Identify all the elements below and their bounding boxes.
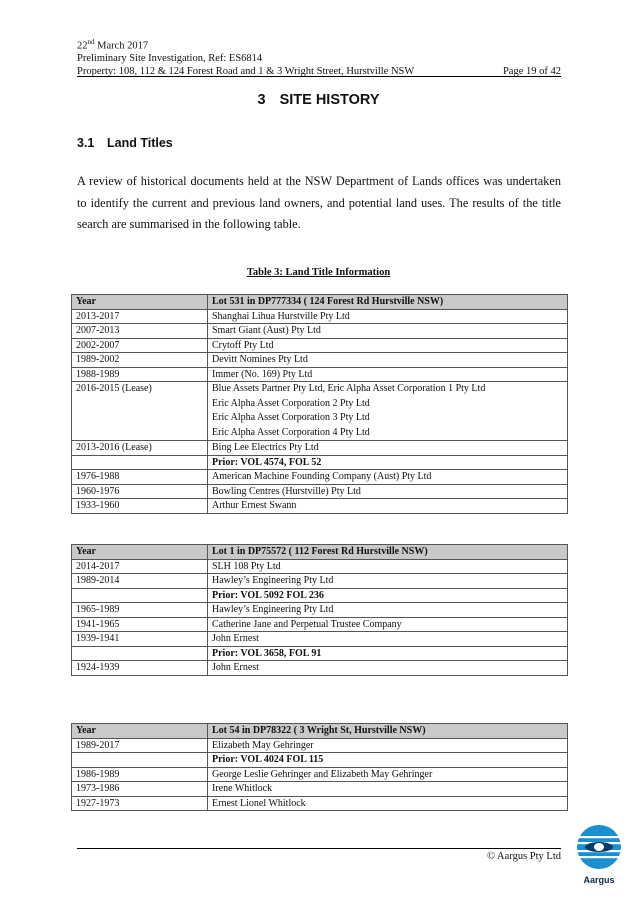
owner-cell: Ernest Lionel Whitlock <box>208 796 568 811</box>
year-cell: 1965-1989 <box>72 603 208 618</box>
table-row <box>72 632 568 647</box>
owner-cell: Devitt Nomines Pty Ltd <box>208 353 568 368</box>
year-cell: 2013-2017 <box>72 309 208 324</box>
year-cell: 2014-2017 <box>72 559 208 574</box>
year-cell: 1989-2002 <box>72 353 208 368</box>
owner-cell: Smart Giant (Aust) Pty Ltd <box>208 324 568 339</box>
table-row <box>72 338 568 353</box>
page-number: Page 19 of 42 <box>502 65 561 77</box>
year-cell: 1924-1939 <box>72 661 208 676</box>
year-cell: 1989-2014 <box>72 574 208 589</box>
header-property: Property: 108, 112 & 124 Forest Road and 1 & 3 Wright Street, Hurstville NSW <box>77 65 415 77</box>
table-row <box>72 617 568 632</box>
table-header-row <box>72 295 568 310</box>
year-column-header: Year <box>72 724 208 739</box>
owner-cell: Irene Whitlock <box>208 782 568 797</box>
owner-line: Blue Assets Partner Pty Ltd, Eric Alpha Asset Corporation 1 Pty Ltd <box>212 383 486 394</box>
owner-cell: American Machine Founding Company (Aust) Pty Ltd <box>208 470 568 485</box>
year-cell: 1927-1973 <box>72 796 208 811</box>
owner-line: Eric Alpha Asset Corporation 3 Pty Ltd <box>212 412 370 423</box>
table-header-row <box>72 724 568 739</box>
subsection-heading: 3.1 Land Titles <box>77 136 173 150</box>
year-cell <box>72 588 208 603</box>
owner-cell: Shanghai Lihua Hurstville Pty Ltd <box>208 309 568 324</box>
owner-cell: Bing Lee Electrics Pty Ltd <box>208 441 568 456</box>
owner-cell: Catherine Jane and Perpetual Trustee Company <box>208 617 568 632</box>
owner-cell: Elizabeth May Gehringer <box>208 738 568 753</box>
lot-column-header: Lot 531 in DP777334 ( 124 Forest Rd Hurstville NSW) <box>208 295 568 310</box>
prior-title-reference: Prior: VOL 3658, FOL 91 <box>208 646 568 661</box>
owner-cell <box>208 382 568 441</box>
table-row <box>72 661 568 676</box>
year-cell: 1939-1941 <box>72 632 208 647</box>
owner-cell: Bowling Centres (Hurstville) Pty Ltd <box>208 484 568 499</box>
year-cell: 1960-1976 <box>72 484 208 499</box>
land-title-table-lot-1 <box>71 544 568 676</box>
table-row <box>72 441 568 456</box>
table-row <box>72 367 568 382</box>
table-caption: Table 3: Land Title Information <box>246 267 391 278</box>
year-column-header: Year <box>72 545 208 560</box>
table-row <box>72 738 568 753</box>
table-row <box>72 499 568 514</box>
year-cell: 1941-1965 <box>72 617 208 632</box>
prior-title-reference: Prior: VOL 4574, FOL 52 <box>208 455 568 470</box>
year-cell <box>72 646 208 661</box>
year-cell: 1989-2017 <box>72 738 208 753</box>
prior-title-reference: Prior: VOL 5092 FOL 236 <box>208 588 568 603</box>
owner-cell: Hawley’s Engineering Pty Ltd <box>208 603 568 618</box>
table-row <box>72 324 568 339</box>
year-cell <box>72 455 208 470</box>
year-cell: 2013-2016 (Lease) <box>72 441 208 456</box>
land-title-table-lot-54 <box>71 723 568 811</box>
owner-cell: George Leslie Gehringer and Elizabeth May Gehringer <box>208 767 568 782</box>
table-row <box>72 455 568 470</box>
table-row <box>72 382 568 441</box>
lot-column-header: Lot 1 in DP75572 ( 112 Forest Rd Hurstville NSW) <box>208 545 568 560</box>
year-column-header: Year <box>72 295 208 310</box>
intro-paragraph: A review of historical documents held at the NSW Department of Lands offices was undertaken to identify the current and previous land owners, and potential land uses. The results of the title search are summarised in the following table. <box>77 174 561 231</box>
table-row <box>72 470 568 485</box>
header-date: 22nd March 2017 <box>77 38 149 52</box>
table-row <box>72 588 568 603</box>
owner-cell: John Ernest <box>208 632 568 647</box>
year-cell: 2002-2007 <box>72 338 208 353</box>
table-row <box>72 559 568 574</box>
year-cell: 2007-2013 <box>72 324 208 339</box>
table-row <box>72 796 568 811</box>
year-cell: 2016-2015 (Lease) <box>72 382 208 441</box>
land-title-table-lot-531 <box>71 294 568 514</box>
year-cell: 1933-1960 <box>72 499 208 514</box>
owner-cell: Crytoff Pty Ltd <box>208 338 568 353</box>
table-header-row <box>72 545 568 560</box>
prior-title-reference: Prior: VOL 4024 FOL 115 <box>208 753 568 768</box>
owner-cell: SLH 108 Pty Ltd <box>208 559 568 574</box>
table-row <box>72 484 568 499</box>
owner-cell: Hawley’s Engineering Pty Ltd <box>208 574 568 589</box>
table-row <box>72 603 568 618</box>
footer-divider <box>77 848 561 849</box>
table-row <box>72 753 568 768</box>
year-cell <box>72 753 208 768</box>
section-heading: 3 SITE HISTORY <box>257 92 380 108</box>
lot-column-header: Lot 54 in DP78322 ( 3 Wright St, Hurstville NSW) <box>208 724 568 739</box>
year-cell: 1973-1986 <box>72 782 208 797</box>
table-row <box>72 767 568 782</box>
owner-cell: John Ernest <box>208 661 568 676</box>
table-row <box>72 574 568 589</box>
table-row <box>72 782 568 797</box>
year-cell: 1976-1988 <box>72 470 208 485</box>
table-row <box>72 353 568 368</box>
owner-line: Eric Alpha Asset Corporation 4 Pty Ltd <box>212 426 370 438</box>
year-cell: 1986-1989 <box>72 767 208 782</box>
aargus-logo-text: Aargus <box>583 875 615 885</box>
page-header <box>77 36 561 78</box>
footer-copyright: © Aargus Pty Ltd <box>487 851 561 862</box>
header-reference: Preliminary Site Investigation, Ref: ES6814 <box>77 53 263 64</box>
owner-cell: Immer (No. 169) Pty Ltd <box>208 367 568 382</box>
table-row <box>72 309 568 324</box>
year-cell: 1988-1989 <box>72 367 208 382</box>
table-row <box>72 646 568 661</box>
header-divider <box>77 76 561 77</box>
owner-line: Eric Alpha Asset Corporation 2 Pty Ltd <box>212 397 370 409</box>
owner-cell: Arthur Ernest Swann <box>208 499 568 514</box>
